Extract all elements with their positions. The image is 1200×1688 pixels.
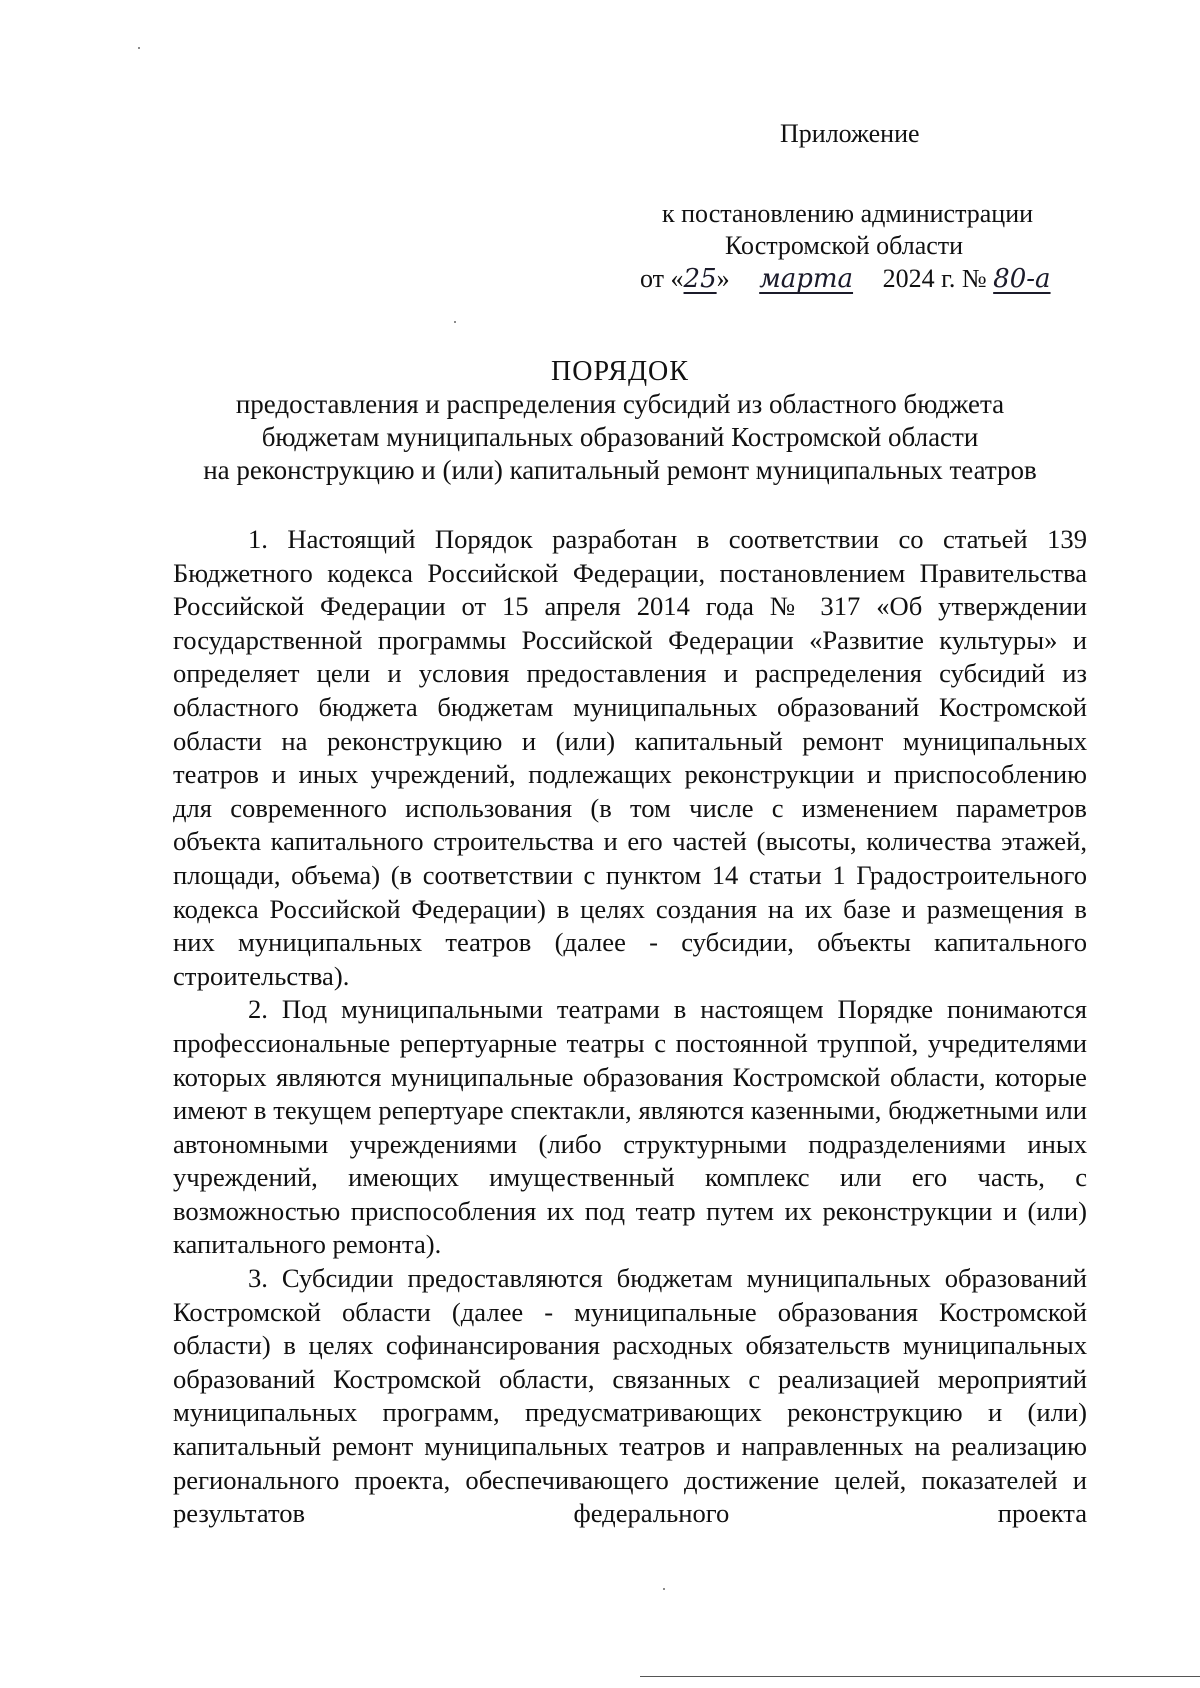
document-title: ПОРЯДОК [551, 356, 689, 387]
scan-speck [663, 1588, 665, 1590]
date-mid: » [716, 264, 730, 293]
handwritten-day: 25 [683, 264, 717, 294]
paragraph-3: 3. Субсидии предоставляются бюджетам муниципальных образований Костромской области (далее - муниципальные образования Костромской области) в целях софинансирования расходных обязательств муниципальных образований Костромской области, связанных с реализацией мероприятий муниципальных программ, предусматривающих реконструкцию и (или) капитальный ремонт муниципальных театров и направленных на реализацию регионального проекта, обеспечивающего достижение целей, показателей и результатов федерального проекта [173, 1263, 1087, 1529]
decree-reference: к постановлению администрации [662, 199, 1034, 228]
document-heading [150, 355, 1090, 487]
paragraph-2: 2. Под муниципальными театрами в настоящем Порядке понимаются профессиональные репертуарные театры с постоянной труппой, учредителями которых являются муниципальные образования Костромской области, которые имеют в текущем репертуаре спектакли, являются казенными, бюджетными или автономными учреждениями (либо структурными подразделениями иных учреждений, имеющих имущественный комплекс или его часть, с возможностью приспособления их под театр путем их реконструкции и (или) капитального ремонта). [173, 994, 1087, 1260]
region-name: Костромской области [725, 231, 964, 260]
subtitle-line: предоставления и распределения субсидий из областного бюджета [235, 389, 1005, 419]
year-and-number-label: 2024 г. № [882, 264, 987, 293]
scan-speck [138, 47, 140, 49]
paragraph-1: 1. Настоящий Порядок разработан в соответствии со статьей 139 Бюджетного кодекса Российской Федерации, постановлением Правительства Российской Федерации от 15 апреля 2014 года № 317 «Об утверждении государственной программы Российской Федерации «Развитие культуры» и определяет цели и условия предоставления и распределения субсидий из областного бюджета бюджетам муниципальных образований Костромской области на реконструкцию и (или) капитальный ремонт муниципальных театров и иных учреждений, подлежащих реконструкции и приспособлению для современного использования (в том числе с изменением параметров объекта капитального строительства и его частей (высоты, количества этажей, площади, объема) (в соответствии с пунктом 14 статьи 1 Градостроительного кодекса Российской Федерации) в целях создания на их базе и размещения в них муниципальных театров (далее - субсидии, объекты капитального строительства). [173, 524, 1087, 991]
document-body [173, 523, 1087, 1531]
decree-date-line [640, 263, 1088, 295]
date-prefix: от « [640, 264, 684, 293]
handwritten-number: 80-а [993, 264, 1051, 294]
subtitle-line: бюджетам муниципальных образований Костромской области [261, 422, 979, 452]
scan-speck [454, 321, 456, 323]
subtitle-line: на реконструкцию и (или) капитальный ремонт муниципальных театров [203, 455, 1037, 485]
handwritten-month: марта [759, 264, 854, 294]
appendix-title: Приложение [780, 119, 920, 148]
page-bottom-rule [640, 1676, 1200, 1677]
